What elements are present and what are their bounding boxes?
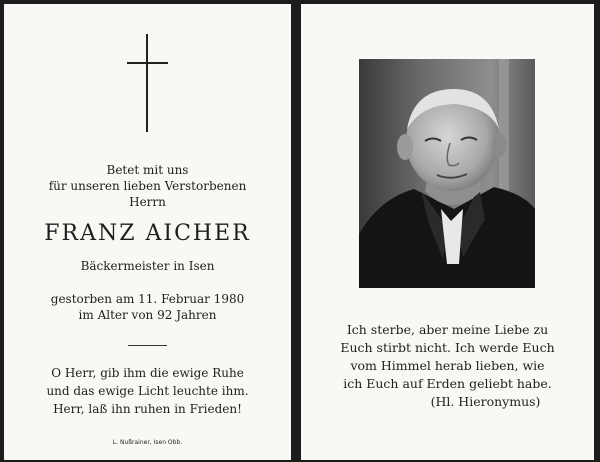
quote-line-2: Euch stirbt nicht. Ich werde Euch xyxy=(340,340,555,355)
memorial-card-left xyxy=(4,4,291,460)
quote-line-3: vom Himmel herab lieben, wie xyxy=(350,358,545,373)
prayer-line-1: O Herr, gib ihm die ewige Ruhe xyxy=(51,366,244,380)
divider xyxy=(128,345,167,346)
cross-icon xyxy=(144,34,151,132)
occupation: Bäckermeister in Isen xyxy=(80,259,215,273)
quote-line-1: Ich sterbe, aber meine Liebe zu xyxy=(346,322,549,337)
prayer-line-3: Herr, laß ihn ruhen in Frieden! xyxy=(53,402,242,416)
printer-credit: L. Nußrainer, Isen Obb. xyxy=(112,439,183,446)
portrait-photo xyxy=(359,59,535,288)
intro-line-1: Betet mit uns xyxy=(106,163,189,177)
memorial-card-right xyxy=(301,4,594,460)
age-line: im Alter von 92 Jahren xyxy=(78,308,217,322)
quote-line-4: ich Euch auf Erden geliebt habe. xyxy=(343,376,552,391)
intro-line-3: Herrn xyxy=(129,195,166,209)
deceased-name: FRANZ AICHER xyxy=(44,221,251,246)
quote-attribution: (Hl. Hieronymus) xyxy=(430,394,541,409)
intro-line-2: für unseren lieben Verstorbenen xyxy=(48,179,247,193)
prayer-line-2: und das ewige Licht leuchte ihm. xyxy=(46,384,249,398)
death-date: gestorben am 11. Februar 1980 xyxy=(50,292,245,306)
